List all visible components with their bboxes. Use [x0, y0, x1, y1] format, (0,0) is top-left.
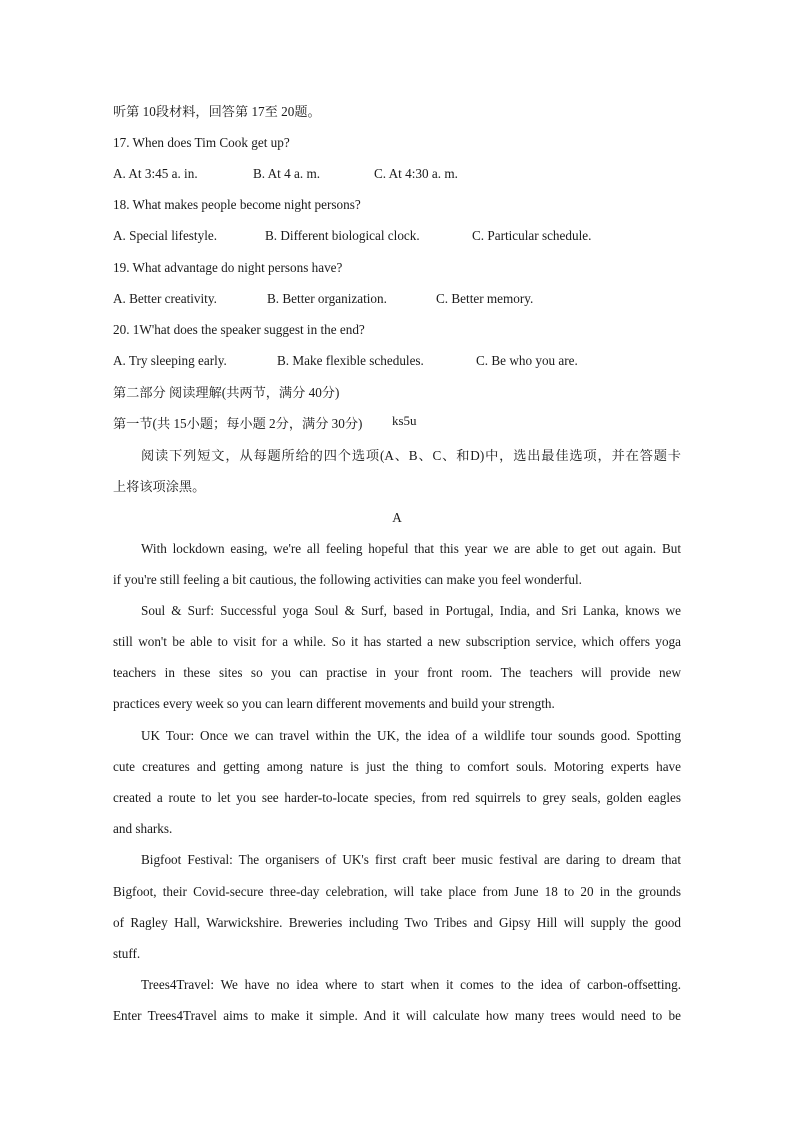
- paragraph-5-line-2: Enter Trees4Travel aims to make it simple. And it will calculate how many trees would need to be: [113, 1008, 681, 1023]
- paragraph-2-line-4: practices every week so you can learn different movements and build your strength.: [113, 696, 555, 711]
- paragraph-1-line-1: With lockdown easing, we're all feeling hopeful that this year we are able to get out again. But: [141, 541, 681, 556]
- passage-label: A: [392, 510, 402, 525]
- question-19-option-b: B. Better organization.: [267, 291, 387, 306]
- listening-instruction: 听第 10段材料，回答第 17至 20题。: [113, 104, 321, 119]
- reading-instruction-line-2: 上将该项涂黑。: [113, 479, 206, 494]
- question-17-option-c: C. At 4:30 a. m.: [374, 166, 458, 181]
- paragraph-1-line-2: if you're still feeling a bit cautious, the following activities can make you feel wonderful.: [113, 572, 582, 587]
- question-18-stem: 18. What makes people become night persons?: [113, 197, 361, 212]
- paragraph-3-line-4: and sharks.: [113, 821, 173, 836]
- paragraph-2-line-1: Soul & Surf: Successful yoga Soul & Surf, based in Portugal, India, and Sri Lanka, knows we: [141, 603, 681, 618]
- paragraph-2-line-3: teachers in these sites so you can practise in your front room. The teachers will provide new: [113, 665, 681, 680]
- paragraph-3-line-3: created a route to let you see harder-to-locate species, from red squirrels to grey seals, golden eagles: [113, 790, 681, 805]
- question-19-option-c: C. Better memory.: [436, 291, 534, 306]
- paragraph-3-line-1: UK Tour: Once we can travel within the UK, the idea of a wildlife tour sounds good. Spotting: [141, 728, 681, 743]
- paragraph-3-line-2: cute creatures and getting among nature is just the thing to comfort souls. Motoring experts have: [113, 759, 681, 774]
- question-17-stem: 17. When does Tim Cook get up?: [113, 135, 290, 150]
- question-18-option-a: A. Special lifestyle.: [113, 228, 218, 243]
- question-20-stem: 20. 1W'hat does the speaker suggest in the end?: [113, 322, 365, 337]
- paragraph-4-line-1: Bigfoot Festival: The organisers of UK's first craft beer music festival are daring to dream that: [141, 852, 681, 867]
- section-one-title: 第一节(共 15小题；每小题 2分，满分 30分): [113, 416, 363, 431]
- question-17-option-b: B. At 4 a. m.: [253, 166, 321, 181]
- paragraph-2-line-2: still won't be able to visit for a while. So it has started a new subscription service, which offers yoga: [113, 634, 681, 649]
- question-19-stem: 19. What advantage do night persons have?: [113, 260, 343, 275]
- paragraph-4-line-2: Bigfoot, their Covid-secure three-day celebration, will take place from June 18 to 20 in the grounds: [113, 884, 681, 899]
- paragraph-5-line-1: Trees4Travel: We have no idea where to start when it comes to the idea of carbon-offsetting.: [141, 977, 681, 992]
- reading-instruction-line-1: 阅读下列短文，从每题所给的四个选项(A、B、C、和D)中，选出最佳选项，并在答题卡: [141, 448, 681, 463]
- question-18-option-c: C. Particular schedule.: [472, 228, 592, 243]
- question-20-option-c: C. Be who you are.: [476, 353, 578, 368]
- question-17-option-a: A. At 3:45 a. in.: [113, 166, 198, 181]
- paragraph-4-line-3: of Ragley Hall, Warwickshire. Breweries including Two Tribes and Gipsy Hill will supply the good: [113, 915, 681, 930]
- part-two-title: 第二部分 阅读理解(共两节，满分 40分): [113, 385, 340, 400]
- question-20-option-a: A. Try sleeping early.: [113, 353, 227, 368]
- paragraph-4-line-4: stuff.: [113, 946, 141, 961]
- watermark-text: ks5u: [392, 413, 417, 428]
- question-18-option-b: B. Different biological clock.: [265, 228, 420, 243]
- question-19-option-a: A. Better creativity.: [113, 291, 217, 306]
- question-20-option-b: B. Make flexible schedules.: [277, 353, 424, 368]
